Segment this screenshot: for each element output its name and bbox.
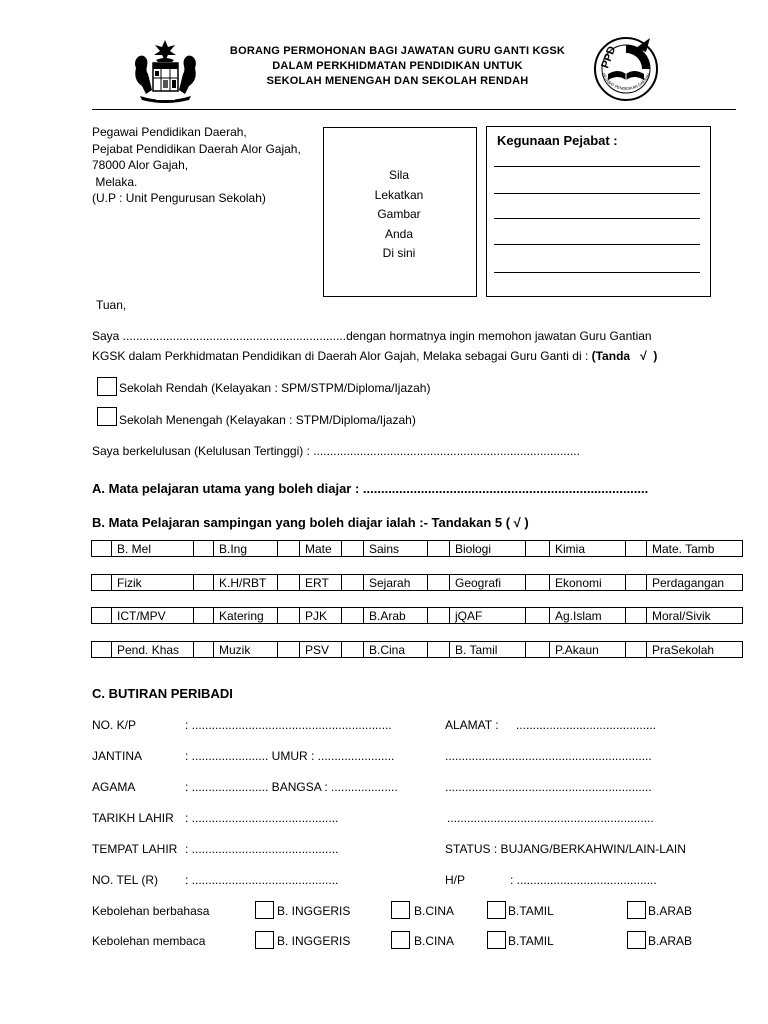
subject-checkbox[interactable] — [526, 642, 550, 658]
subject-label: ERT — [300, 575, 342, 591]
tempat-lahir-label: TEMPAT LAHIR — [92, 842, 178, 856]
application-paragraph-line-2 — [92, 349, 657, 363]
membaca-cina-label: B.CINA — [414, 934, 455, 948]
subject-checkbox[interactable] — [342, 575, 364, 591]
subject-checkbox[interactable] — [626, 642, 647, 658]
subject-checkbox[interactable] — [626, 575, 647, 591]
membaca-label: Kebolehan membaca — [92, 934, 206, 948]
membaca-arab-label: B.ARAB — [648, 934, 693, 948]
subject-checkbox[interactable] — [428, 642, 450, 658]
photo-line-5: Di sini — [382, 246, 416, 260]
header-divider — [92, 109, 736, 110]
subject-label: Kimia — [550, 541, 626, 557]
subject-label: P.Akaun — [550, 642, 626, 658]
subject-label: jQAF — [450, 608, 526, 624]
photo-line-2: Lekatkan — [374, 187, 424, 202]
subject-label: B.Ing — [214, 541, 278, 557]
alamat-field-2[interactable]: .............................................................. — [445, 749, 652, 763]
photo-line-3: Gambar — [377, 207, 421, 221]
office-use-line-4[interactable] — [494, 244, 700, 245]
subject-label: Ekonomi — [550, 575, 626, 591]
berbahasa-inggeris-label: B. INGGERIS — [277, 904, 351, 918]
tel-label: NO. TEL (R) — [92, 873, 159, 887]
kelulusan-field[interactable]: Saya berkelulusan (Kelulusan Tertinggi) : ................................................................................ — [92, 444, 580, 458]
application-paragraph-line-1[interactable]: Saya ...................................................................dengan hormatnya ingin memohon jawatan Guru Gantian — [92, 329, 652, 343]
subject-checkbox[interactable] — [342, 541, 364, 557]
photo-line-4: Anda — [384, 226, 414, 241]
subject-table-row-2 — [91, 574, 743, 591]
tempat-lahir-field[interactable]: : ............................................ — [185, 842, 339, 856]
subject-label: PraSekolah — [647, 642, 743, 658]
sekolah-menengah-checkbox[interactable] — [97, 407, 117, 426]
tel-field[interactable]: : ............................................ — [185, 873, 339, 887]
sekolah-rendah-checkbox[interactable] — [97, 377, 117, 396]
subject-checkbox[interactable] — [342, 608, 364, 624]
salutation: Tuan, — [96, 298, 127, 312]
photo-line-1: Sila — [388, 168, 409, 182]
subject-checkbox[interactable] — [278, 642, 300, 658]
subject-label: B.Arab — [364, 608, 428, 624]
sekolah-menengah-label: Sekolah Menengah (Kelayakan : STPM/Diploma/Ijazah) — [119, 413, 416, 427]
office-use-line-2[interactable] — [494, 193, 700, 194]
subject-label: Katering — [214, 608, 278, 624]
address-line-5: (U.P : Unit Pengurusan Sekolah) — [92, 191, 266, 205]
address-line-1: Pegawai Pendidikan Daerah, — [92, 125, 247, 139]
membaca-inggeris-label: B. INGGERIS — [277, 934, 351, 948]
membaca-tamil-checkbox[interactable] — [487, 931, 506, 949]
subject-checkbox[interactable] — [194, 575, 214, 591]
subject-label: PJK — [300, 608, 342, 624]
berbahasa-tamil-checkbox[interactable] — [487, 901, 506, 919]
subject-checkbox[interactable] — [428, 541, 450, 557]
subject-checkbox[interactable] — [626, 608, 647, 624]
subject-table-row-3 — [91, 607, 743, 624]
subject-checkbox[interactable] — [626, 541, 647, 557]
agama-label: AGAMA — [92, 780, 136, 794]
subject-checkbox[interactable] — [428, 575, 450, 591]
subject-checkbox[interactable] — [92, 541, 112, 557]
subject-checkbox[interactable] — [278, 541, 300, 557]
jantina-label: JANTINA — [92, 749, 143, 763]
ppd-logo-text: PPD — [599, 44, 619, 71]
subject-checkbox[interactable] — [92, 642, 112, 658]
subject-label: Sejarah — [364, 575, 428, 591]
alamat-field-3[interactable]: .............................................................. — [445, 780, 652, 794]
nokp-field[interactable]: : ............................................................ — [185, 718, 392, 732]
jantina-umur-field[interactable]: : ....................... UMUR : ....................... — [185, 749, 395, 763]
subject-label: B. Tamil — [450, 642, 526, 658]
ppd-logo-ring-text: PEJABAT PENDIDIKAN DAERAH — [601, 72, 651, 92]
subject-checkbox[interactable] — [526, 541, 550, 557]
hp-label: H/P — [445, 873, 466, 887]
subject-label: Biologi — [450, 541, 526, 557]
office-use-line-5[interactable] — [494, 272, 700, 273]
alamat-field-1[interactable]: .......................................... — [516, 718, 657, 732]
subject-checkbox[interactable] — [428, 608, 450, 624]
subject-label: Geografi — [450, 575, 526, 591]
subject-label: Muzik — [214, 642, 278, 658]
office-use-line-3[interactable] — [494, 218, 700, 219]
form-title-line-3: SEKOLAH MENENGAH DAN SEKOLAH RENDAH — [266, 75, 529, 87]
berbahasa-label: Kebolehan berbahasa — [92, 904, 210, 918]
subject-label: Fizik — [112, 575, 194, 591]
subject-label: B.Cina — [364, 642, 428, 658]
hp-field[interactable]: : .......................................... — [510, 873, 657, 887]
subject-checkbox[interactable] — [194, 541, 214, 557]
subject-label: Perdagangan — [647, 575, 743, 591]
office-use-line-1[interactable] — [494, 166, 700, 167]
form-title-line-1: BORANG PERMOHONAN BAGI JAWATAN GURU GANTI KGSK — [229, 45, 566, 57]
membaca-arab-checkbox[interactable] — [627, 931, 646, 949]
agama-bangsa-field[interactable]: : ....................... BANGSA : .................... — [185, 780, 398, 794]
photo-instructions — [323, 166, 475, 264]
membaca-tamil-label: B.TAMIL — [508, 934, 554, 948]
subject-checkbox[interactable] — [526, 575, 550, 591]
subject-checkbox[interactable] — [342, 642, 364, 658]
membaca-inggeris-checkbox[interactable] — [255, 931, 274, 949]
ppd-logo — [592, 34, 660, 104]
subject-label: ICT/MPV — [112, 608, 194, 624]
berbahasa-inggeris-checkbox[interactable] — [255, 901, 274, 919]
subject-checkbox[interactable] — [278, 608, 300, 624]
section-a-main-subject[interactable]: A. Mata pelajaran utama yang boleh diajar : ............................................................................... — [92, 481, 649, 496]
subject-checkbox[interactable] — [92, 608, 112, 624]
subject-label: K.H/RBT — [214, 575, 278, 591]
alamat-label: ALAMAT : — [445, 718, 499, 732]
subject-label: Ag.Islam — [550, 608, 626, 624]
address-line-2: Pejabat Pendidikan Daerah Alor Gajah, — [92, 141, 301, 156]
berbahasa-arab-label: B.ARAB — [648, 904, 693, 918]
section-c-title: C. BUTIRAN PERIBADI — [92, 686, 233, 701]
subject-table-row-4 — [91, 641, 743, 658]
berbahasa-arab-checkbox[interactable] — [627, 901, 646, 919]
subject-label: Mate — [300, 541, 342, 557]
subject-label: PSV — [300, 642, 342, 658]
subject-checkbox[interactable] — [526, 608, 550, 624]
subject-checkbox[interactable] — [194, 642, 214, 658]
address-block — [92, 124, 301, 207]
nokp-label: NO. K/P — [92, 718, 137, 732]
address-line-4: Melaka. — [92, 174, 138, 189]
sekolah-rendah-label: Sekolah Rendah (Kelayakan : SPM/STPM/Diploma/Ijazah) — [119, 381, 431, 395]
coat-of-arms-logo — [128, 38, 203, 106]
berbahasa-tamil-label: B.TAMIL — [508, 904, 554, 918]
tarikh-lahir-field[interactable]: : ............................................ — [185, 811, 339, 825]
application-paragraph-line-2-text: KGSK dalam Perkhidmatan Pendidikan di Daerah Alor Gajah, Melaka sebagai Guru Ganti di : — [92, 349, 589, 363]
tarikh-lahir-label: TARIKH LAHIR — [92, 811, 174, 825]
subject-label: Moral/Sivik — [647, 608, 743, 624]
alamat-field-4[interactable]: .............................................................. — [447, 811, 654, 825]
subject-label: Mate. Tamb — [647, 541, 743, 557]
subject-table-row-1 — [91, 540, 743, 557]
berbahasa-cina-label: B.CINA — [414, 904, 455, 918]
section-b-title: B. Mata Pelajaran sampingan yang boleh diajar ialah :- Tandakan 5 ( √ ) — [92, 515, 529, 530]
subject-label: Pend. Khas — [112, 642, 194, 658]
form-title-line-2: DALAM PERKHIDMATAN PENDIDIKAN UNTUK — [272, 60, 523, 72]
subject-checkbox[interactable] — [92, 575, 112, 591]
tick-instruction: (Tanda √ ) — [591, 349, 658, 363]
subject-label: B. Mel — [112, 541, 194, 557]
subject-checkbox[interactable] — [278, 575, 300, 591]
subject-checkbox[interactable] — [194, 608, 214, 624]
address-line-3: 78000 Alor Gajah, — [92, 158, 189, 172]
status-field[interactable]: STATUS : BUJANG/BERKAHWIN/LAIN-LAIN — [445, 842, 686, 856]
subject-label: Sains — [364, 541, 428, 557]
berbahasa-cina-checkbox[interactable] — [391, 901, 410, 919]
membaca-cina-checkbox[interactable] — [391, 931, 410, 949]
form-title — [205, 44, 590, 89]
office-use-title: Kegunaan Pejabat : — [497, 133, 618, 148]
